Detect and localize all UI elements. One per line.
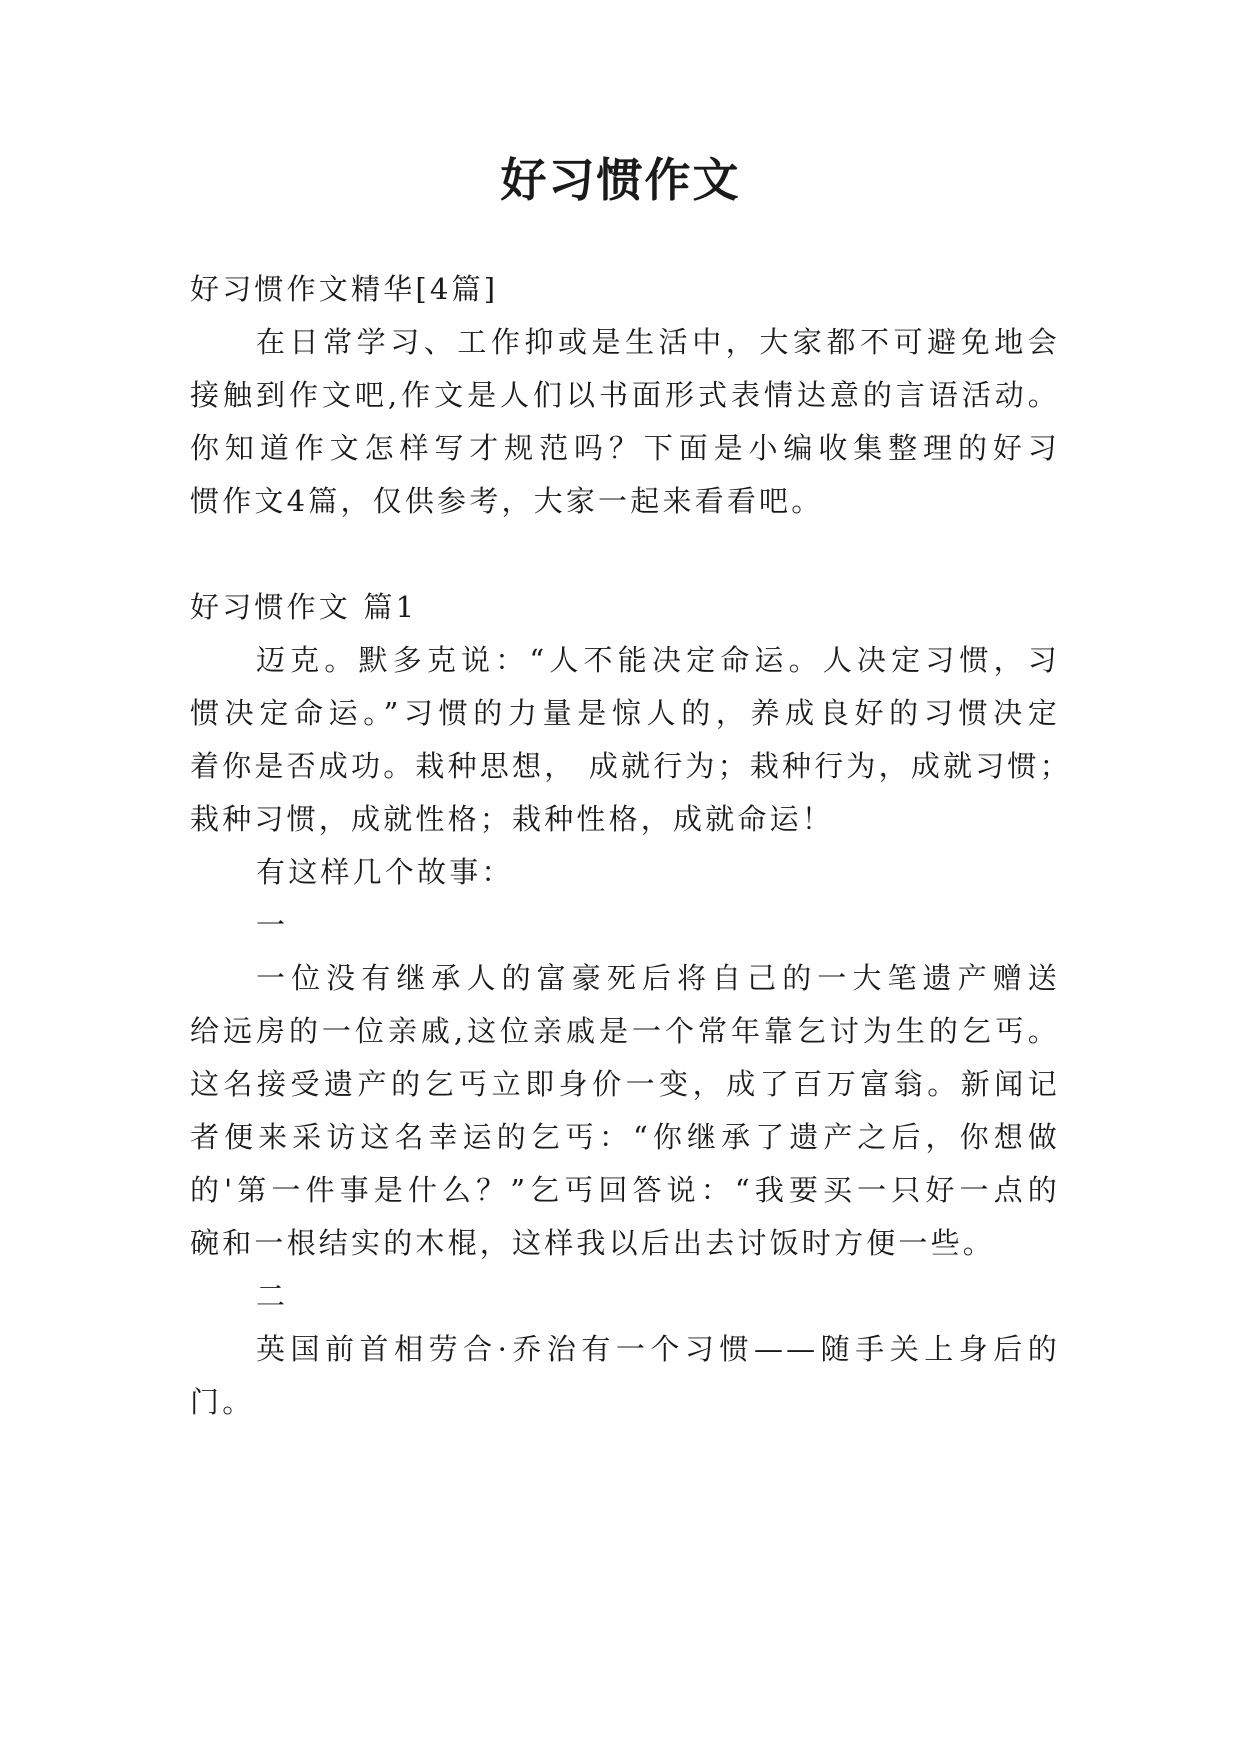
paragraph-line: 一位没有继承人的富豪死后将自己的一大笔遗产赠送 (256, 961, 1060, 995)
paragraph-line: 惯决定命运。”习惯的力量是惊人的，养成良好的习惯决定 (190, 696, 1060, 730)
intro-line: 接触到作文吧,作文是人们以书面形式表情达意的言语活动。 (190, 378, 1060, 412)
paragraph-line: 迈克。默多克说：“人不能决定命运。人决定习惯，习 (256, 643, 1060, 677)
paragraph-line: 英国前首相劳合·乔治有一个习惯——随手关上身后的 (256, 1332, 1060, 1366)
document-title: 好习惯作文 (500, 153, 741, 207)
paragraph-line: 门。 (190, 1385, 255, 1419)
paragraph-line: 的'第一件事是什么？”乞丐回答说：“我要买一只好一点的 (190, 1173, 1060, 1207)
intro-line: 你知道作文怎样写才规范吗？下面是小编收集整理的好习 (190, 431, 1060, 465)
intro-line: 在日常学习、工作抑或是生活中，大家都不可避免地会 (256, 325, 1060, 359)
document-body (190, 263, 1072, 1429)
paragraph-line: 着你是否成功。栽种思想， 成就行为；栽种行为，成就习惯； (190, 749, 1072, 783)
paragraph-line: 有这样几个故事： (256, 855, 514, 889)
story-number: 一 (256, 908, 289, 942)
document-subtitle: 好习惯作文精华[4篇] (190, 272, 499, 306)
paragraph-line: 碗和一根结实的木棍，这样我以后出去讨饭时方便一些。 (190, 1226, 996, 1260)
intro-line: 惯作文4篇，仅供参考，大家一起来看看吧。 (190, 484, 824, 518)
section-heading: 好习惯作文 篇1 (190, 590, 418, 624)
paragraph-line: 这名接受遗产的乞丐立即身价一变，成了百万富翁。新闻记 (190, 1067, 1060, 1101)
paragraph-line: 者便来采访这名幸运的乞丐：“你继承了遗产之后，你想做 (190, 1120, 1060, 1154)
paragraph-gap (190, 528, 1060, 581)
story-number: 二 (256, 1279, 289, 1313)
paragraph-line: 栽种习惯，成就性格；栽种性格，成就命运！ (190, 802, 835, 836)
paragraph-line: 给远房的一位亲戚,这位亲戚是一个常年靠乞讨为生的乞丐。 (190, 1014, 1060, 1048)
